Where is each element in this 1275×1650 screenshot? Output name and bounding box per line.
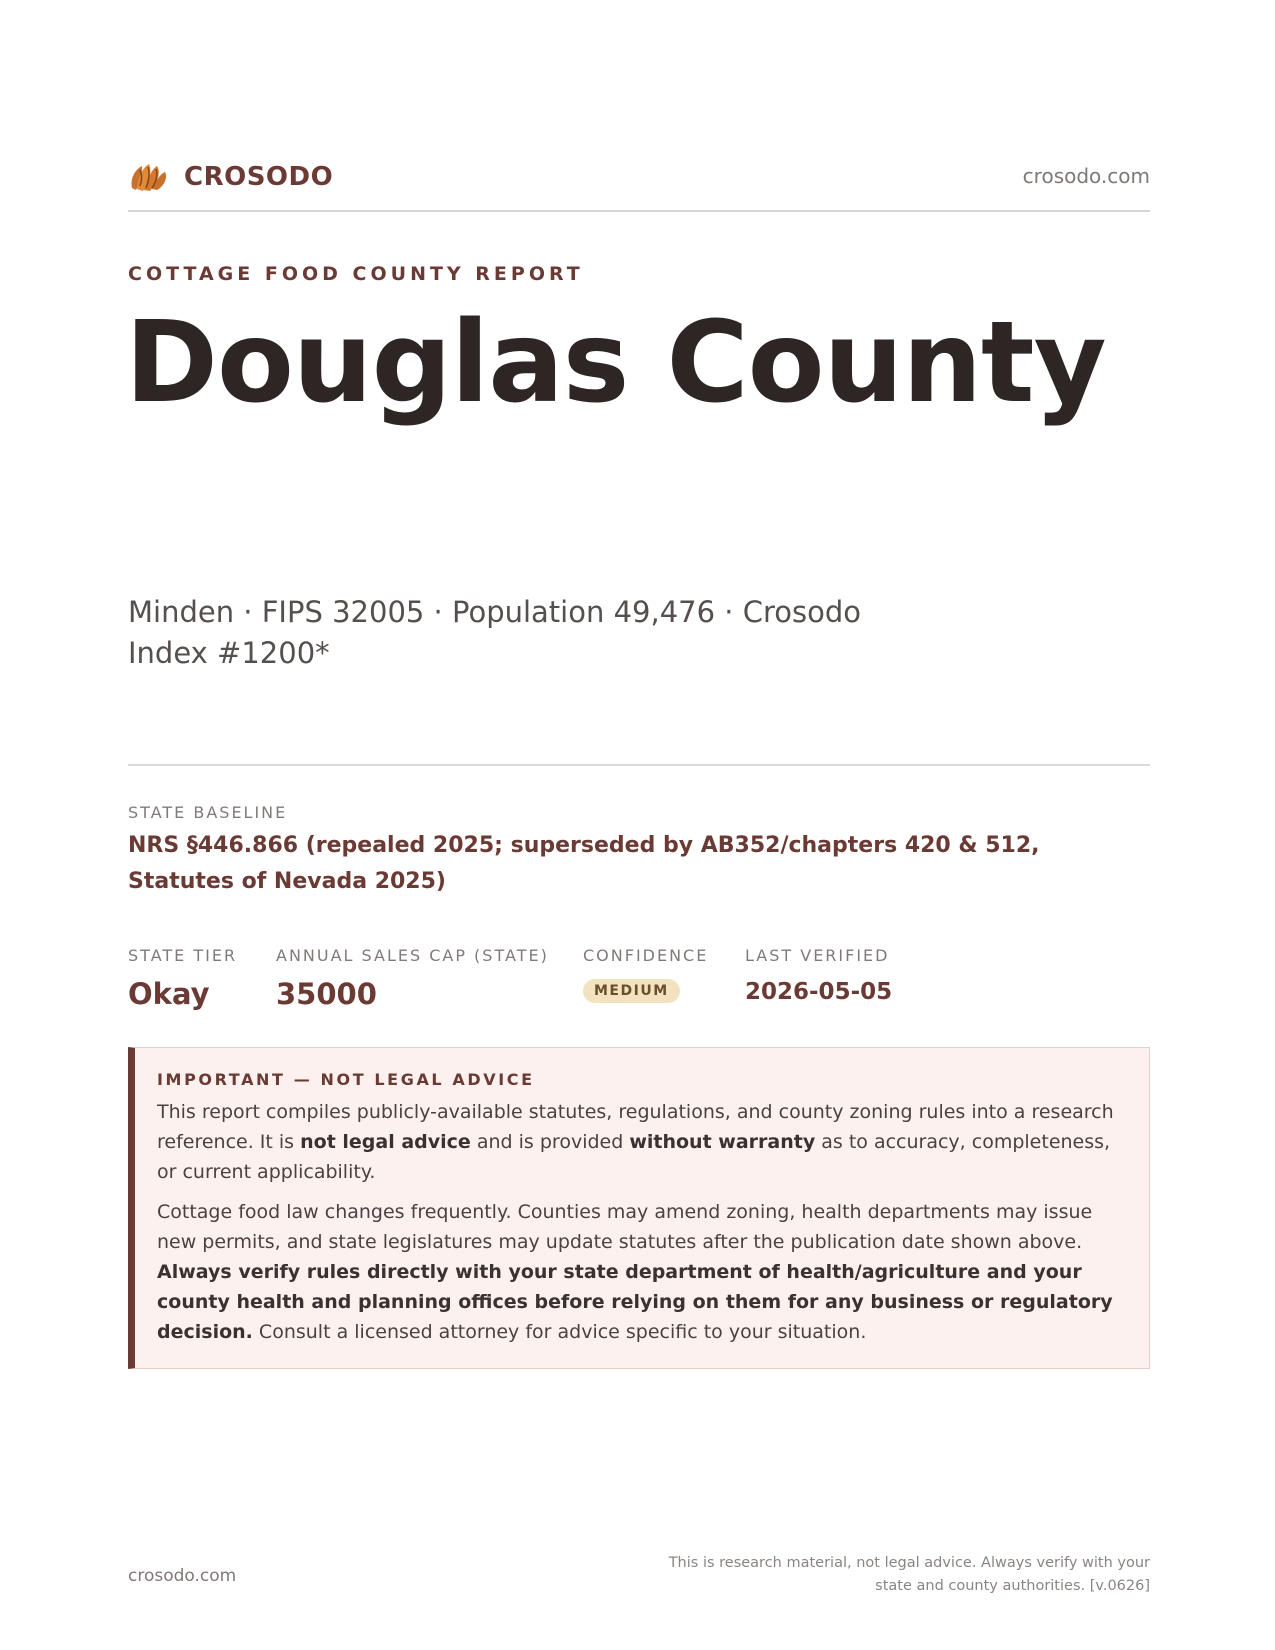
notice-emphasis: not legal advice	[300, 1131, 471, 1153]
section-divider	[128, 764, 1150, 766]
report-eyebrow: COTTAGE FOOD COUNTY REPORT	[128, 263, 584, 285]
confidence-badge: MEDIUM	[583, 979, 680, 1003]
state-baseline-value: NRS §446.866 (repealed 2025; superseded by AB352/chapters 420 & 512, Statutes of Nevada 2025)	[128, 833, 1040, 894]
last-verified-label: LAST VERIFIED	[745, 946, 890, 965]
notice-text: as to accuracy, completeness, or current applicability.	[157, 1131, 1111, 1183]
notice-text: and is provided	[470, 1131, 630, 1153]
notice-paragraph-2	[157, 1197, 1129, 1347]
state-tier-label: STATE TIER	[128, 946, 238, 965]
notice-text: Cottage food law changes frequently. Counties may amend zoning, health departments may issue new permits, and state legislatures may update statutes after the publication date shown above.	[157, 1201, 1093, 1253]
notice-text: Consult a licensed attorney for advice specific to your situation.	[252, 1321, 867, 1343]
state-tier-value: Okay	[128, 977, 210, 1011]
report-page	[125, 0, 1150, 1650]
notice-emphasis: without warranty	[629, 1131, 816, 1153]
state-tier-stat	[128, 946, 237, 1011]
last-verified-value: 2026-05-05	[745, 979, 893, 1005]
legal-notice-box	[128, 1047, 1150, 1369]
croissant-icon	[128, 158, 170, 196]
last-verified-stat	[745, 946, 892, 1005]
brand-name: CROSODO	[184, 162, 334, 192]
notice-paragraph-1	[157, 1097, 1129, 1187]
sales-cap-label: ANNUAL SALES CAP (STATE)	[276, 946, 549, 965]
footer-disclaimer: This is research material, not legal advice. Always verify with your state and county authorities. [v.0626]	[668, 1555, 1150, 1594]
notice-title: IMPORTANT — NOT LEGAL ADVICE	[157, 1070, 535, 1089]
notice-emphasis: Always verify rules directly with your state department of health/agriculture and your county health and planning offices before relying on them for any business or regulatory decision.	[157, 1261, 1113, 1343]
confidence-stat	[583, 946, 708, 1003]
notice-text: This report compiles publicly-available statutes, regulations, and county zoning rules into a research reference. It is	[157, 1101, 1114, 1153]
page-title: Douglas County	[125, 298, 1106, 428]
header-divider	[128, 210, 1150, 212]
page-header	[128, 158, 1150, 212]
confidence-label: CONFIDENCE	[583, 946, 709, 965]
brand	[128, 158, 333, 196]
sales-cap-value: 35000	[276, 977, 377, 1011]
county-subtitle: Minden · FIPS 32005 · Population 49,476 · Crosodo Index #1200*	[128, 595, 861, 670]
sales-cap-stat	[276, 946, 549, 1011]
site-url-link[interactable]: crosodo.com	[1022, 164, 1150, 188]
footer-site-url[interactable]: crosodo.com	[128, 1566, 237, 1586]
state-baseline-label: STATE BASELINE	[128, 803, 288, 822]
